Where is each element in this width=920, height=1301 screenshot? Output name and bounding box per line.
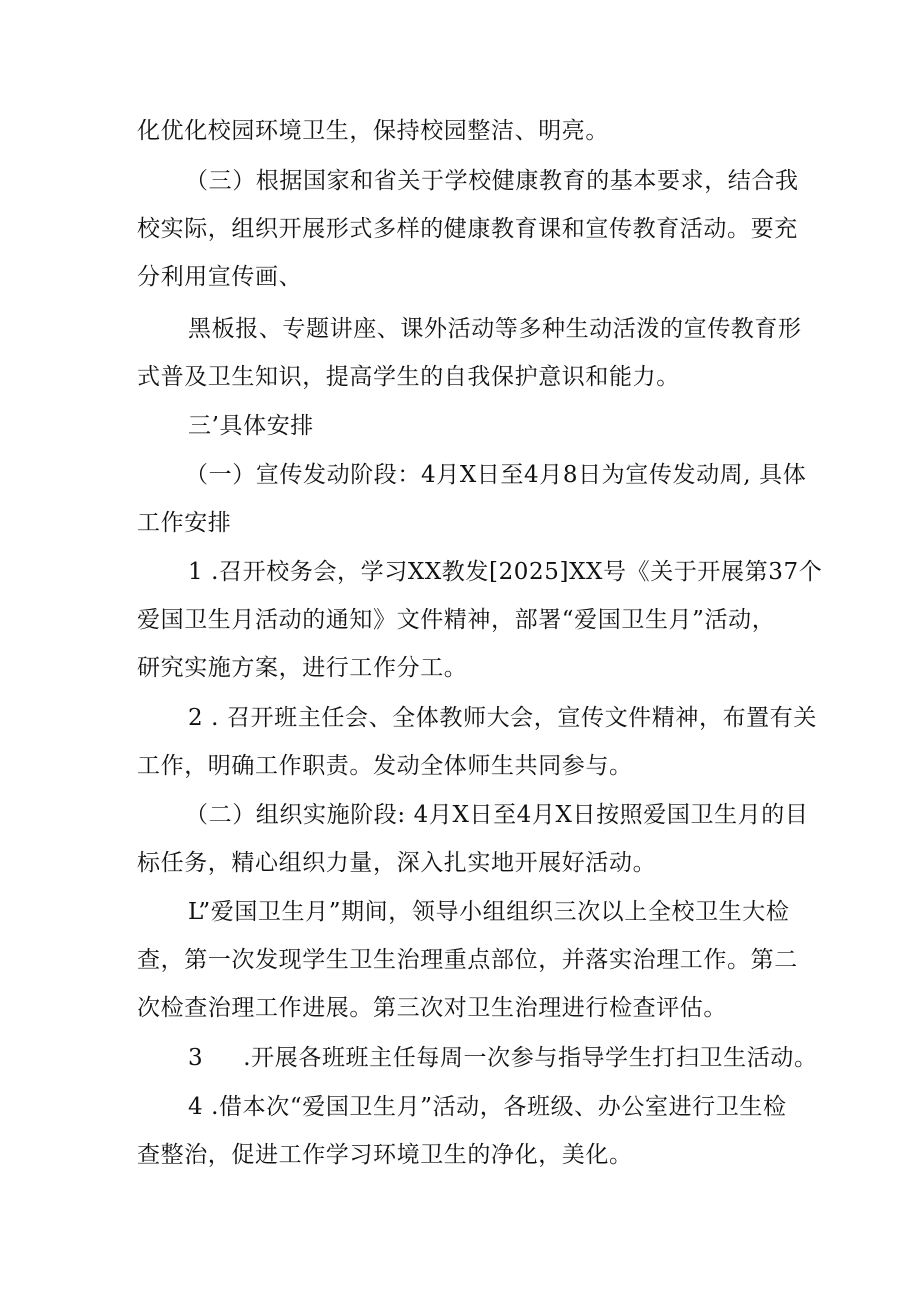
section-heading: 三’具体安排 — [188, 413, 314, 439]
body-text-line: 爱国卫生月活动的通知》文件精神，部署“爱国卫生月”活动， — [137, 607, 776, 633]
body-text-line: 查，第一次发现学生卫生治理重点部位，并落实治理工作。第二 — [137, 947, 798, 973]
item-l-line: L”爱国卫生月”期间，领导小组组织三次以上全校卫生大检 — [188, 899, 790, 925]
body-text-line: 研究实施方案，进行工作分工。 — [137, 655, 468, 681]
body-text-line: 校实际，组织开展形式多样的健康教育课和宣传教育活动。要充 — [137, 216, 798, 242]
body-text-line: 分利用宣传画、 — [137, 264, 303, 290]
body-text-line: 黑板报、专题讲座、课外活动等多种生动活泼的宣传教育形 — [188, 316, 802, 342]
body-text-line: 次检查治理工作进展。第三次对卫生治理进行检查评估。 — [137, 995, 727, 1021]
item-one-line: 1 .召开校务会，学习XX教发[2025]XX号《关于开展第37个 — [188, 559, 823, 585]
stage-two-line: （二）组织实施阶段: 4月X日至4月X日按照爱国卫生月的目 — [185, 802, 809, 828]
item-four-line: 4 .借本次“爱国卫生月”活动，各班级、办公室进行卫生检 — [188, 1094, 787, 1120]
item-three-text: .开展各班班主任每周一次参与指导学生打扫卫生活动。 — [243, 1045, 818, 1071]
body-text-line: 化优化校园环境卫生，保持校园整洁、明亮。 — [137, 118, 609, 144]
body-text-line: 工作安排 — [137, 510, 232, 536]
body-text-line: 工作，明确工作职责。发动全体师生共同参与。 — [137, 753, 633, 779]
body-text-line: 查整治，促进工作学习环境卫生的净化，美化。 — [137, 1142, 633, 1168]
stage-one-line: （一）宣传发动阶段：4月X日至4月8日为宣传发动周, 具体 — [185, 462, 807, 488]
item-three-line — [188, 1043, 818, 1073]
body-text-line: 式普及卫生知识，提高学生的自我保护意识和能力。 — [137, 364, 680, 390]
item-three-number: 3 — [188, 1045, 204, 1071]
item-two-line: 2 . 召开班主任会、全体教师大会，宣传文件精神，布置有关 — [188, 705, 817, 731]
body-text-line: 标任务，精心组织力量，深入扎实地开展好活动。 — [137, 850, 657, 876]
section-three-line: （三）根据国家和省关于学校健康教育的基本要求，结合我 — [185, 168, 799, 194]
